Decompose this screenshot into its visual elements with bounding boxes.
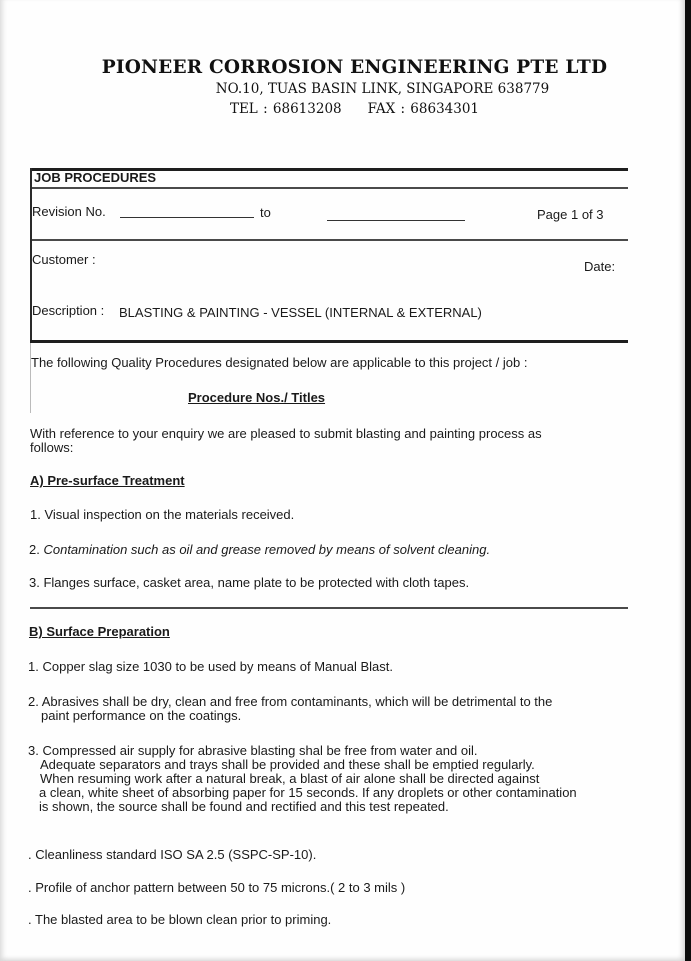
item-number: 1.	[30, 507, 41, 522]
section-b-item-2	[28, 695, 552, 723]
reference-text	[30, 427, 542, 455]
item-text: Profile of anchor pattern between 50 to 75 microns.( 2 to 3 mils )	[35, 880, 406, 895]
revision-to-field[interactable]	[327, 210, 465, 221]
revision-to-label: to	[260, 205, 271, 220]
date-label: Date:	[584, 259, 616, 274]
intro-text: The following Quality Procedures designated below are applicable to this project / job :	[31, 355, 528, 370]
item-number: 3.	[28, 743, 39, 758]
item-text-line-2: Adequate separators and trays shall be provided and these shall be emptied regularly.	[40, 757, 535, 772]
item-text: Cleanliness standard ISO SA 2.5 (SSPC-SP-10).	[35, 847, 317, 862]
section-a-item-2	[29, 543, 490, 557]
section-b-heading: B) Surface Preparation	[29, 624, 170, 639]
item-number: 2.	[29, 542, 40, 557]
item-text-line-1: Compressed air supply for abrasive blasting shal be free from water and oil.	[42, 743, 478, 758]
section-b-item-1	[28, 660, 393, 674]
section-a-heading: A) Pre-surface Treatment	[30, 473, 185, 488]
section-b-item-6	[28, 913, 331, 927]
item-text-line-4: a clean, white sheet of absorbing paper for 15 seconds. If any droplets or other contamination	[39, 785, 577, 800]
description-label: Description :	[32, 303, 105, 318]
fax: FAX : 68634301	[367, 101, 480, 117]
form-title-rule	[32, 187, 628, 189]
margin-line	[30, 343, 31, 413]
item-text: The blasted area to be blown clean prior to priming.	[35, 912, 332, 927]
form-title: JOB PROCEDURES	[34, 170, 157, 185]
section-a-item-1	[30, 508, 294, 522]
form-revision-rule	[32, 239, 628, 241]
form-bottom-rule	[30, 340, 628, 343]
description-value: BLASTING & PAINTING - VESSEL (INTERNAL & EXTERNAL)	[119, 305, 482, 320]
item-text-line-5: is shown, the source shall be found and rectified and this test repeated.	[39, 799, 449, 814]
item-number: .	[28, 880, 32, 895]
section-divider	[30, 607, 628, 609]
company-address: NO.10, TUAS BASIN LINK, SINGAPORE 638779	[215, 81, 550, 97]
section-b-item-3	[28, 744, 577, 814]
item-text: Flanges surface, casket area, name plate to be protected with cloth tapes.	[43, 575, 470, 590]
item-number: 1.	[28, 659, 39, 674]
revision-from-field[interactable]	[120, 207, 254, 218]
item-number: .	[28, 847, 32, 862]
item-text: Visual inspection on the materials received.	[44, 507, 295, 522]
procedure-heading: Procedure Nos./ Titles	[188, 390, 326, 405]
revision-label: Revision No.	[32, 204, 106, 219]
item-number: 3.	[29, 575, 40, 590]
telephone: TEL : 68613208	[229, 101, 342, 117]
item-text: Contamination such as oil and grease removed by means of solvent cleaning.	[43, 542, 491, 557]
section-a-item-3	[29, 576, 469, 590]
item-text-line-3: When resuming work after a natural break, a blast of air alone shall be directed against	[40, 771, 540, 786]
item-text: Copper slag size 1030 to be used by means of Manual Blast.	[42, 659, 393, 674]
item-text-line-2: paint performance on the coatings.	[41, 708, 242, 723]
company-name: PIONEER CORROSION ENGINEERING PTE LTD	[101, 57, 608, 78]
item-number: 2.	[28, 694, 39, 709]
company-contact	[12, 101, 691, 117]
section-b-item-5	[28, 881, 405, 895]
scan-edge-shadow	[685, 0, 691, 961]
customer-label: Customer :	[32, 252, 96, 267]
section-b-item-4	[28, 848, 316, 862]
reference-line-1: With reference to your enquiry we are pleased to submit blasting and painting process as	[30, 426, 542, 441]
page-info: Page 1 of 3	[537, 207, 604, 222]
item-text-line-1: Abrasives shall be dry, clean and free from contaminants, which will be detrimental to the	[41, 694, 553, 709]
reference-line-2: follows:	[30, 440, 74, 455]
item-number: .	[28, 912, 32, 927]
